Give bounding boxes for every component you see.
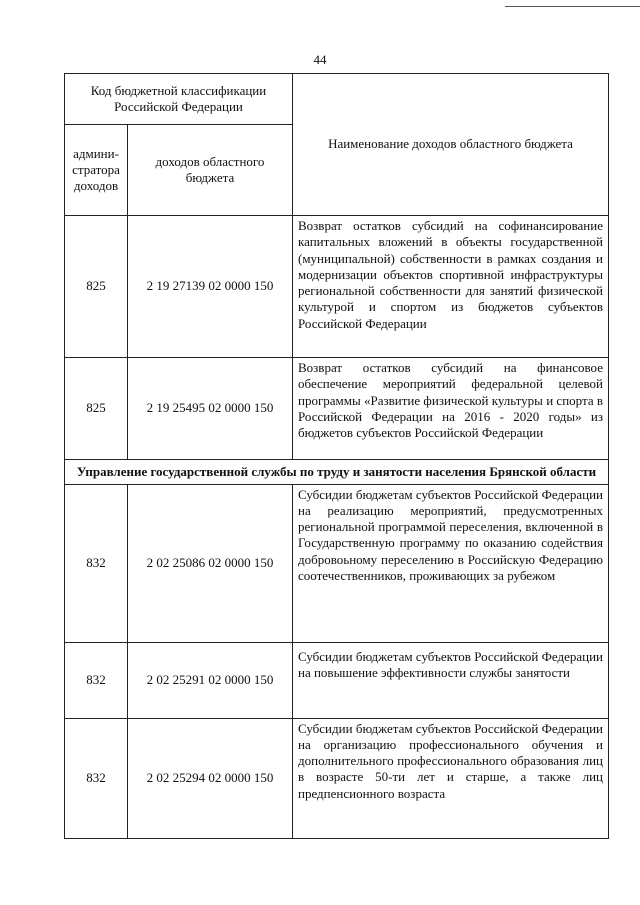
description-cell: Возврат остатков субсидий на софинансирование капитальных вложений в объекты государственной (муниципальной) собственности в рамках создания и модернизации объектов спортивной инфраструктуры региональной собственности для занятий физической культурой и спортом из бюджетов субъектов Российской Федерации [293, 216, 609, 358]
budget-table [64, 73, 609, 839]
admin-code-cell: 832 [65, 484, 128, 642]
income-code-cell: 2 02 25294 02 0000 150 [128, 718, 293, 838]
admin-code-cell: 825 [65, 216, 128, 358]
income-code-cell: 2 02 25086 02 0000 150 [128, 484, 293, 642]
table-row [65, 718, 609, 838]
income-code-cell: 2 19 25495 02 0000 150 [128, 358, 293, 460]
header-administrator: админи-стратора доходов [65, 125, 128, 216]
table-row [65, 484, 609, 642]
admin-code-cell: 832 [65, 642, 128, 718]
header-row-1 [65, 74, 609, 125]
section-row [65, 460, 609, 485]
description-cell: Субсидии бюджетам субъектов Российской Федерации на организацию профессионального обучения и дополнительного профессионального образования лиц в возрасте 50-ти лет и старше, а также лиц предпенсионного возраста [293, 718, 609, 838]
admin-code-cell: 832 [65, 718, 128, 838]
income-code-cell: 2 02 25291 02 0000 150 [128, 642, 293, 718]
table-row [65, 642, 609, 718]
description-cell: Субсидии бюджетам субъектов Российской Федерации на повышение эффективности службы занятости [293, 642, 609, 718]
header-income-name: Наименование доходов областного бюджета [293, 74, 609, 216]
description-cell: Субсидии бюджетам субъектов Российской Федерации на реализацию мероприятий, предусмотренных региональной программой переселения, включенной в Государственную программу по оказанию содействия добровоьному переселению в Российскую Федерацию соотечественников, проживающих за рубежом [293, 484, 609, 642]
table-row [65, 358, 609, 460]
header-income-code: доходов областного бюджета [128, 125, 293, 216]
header-budget-classification: Код бюджетной классификации Российской Федерации [65, 74, 293, 125]
income-code-cell: 2 19 27139 02 0000 150 [128, 216, 293, 358]
description-cell: Возврат остатков субсидий на финансовое обеспечение мероприятий федеральной целевой программы «Развитие физической культуры и спорта в Российской Федерации на 2016 - 2020 годы» из бюджетов субъектов Российской Федерации [293, 358, 609, 460]
page-number: 44 [313, 52, 327, 67]
section-title: Управление государственной службы по труду и занятости населения Брянской области [65, 460, 609, 485]
table-row [65, 216, 609, 358]
admin-code-cell: 825 [65, 358, 128, 460]
top-rule [505, 6, 640, 7]
